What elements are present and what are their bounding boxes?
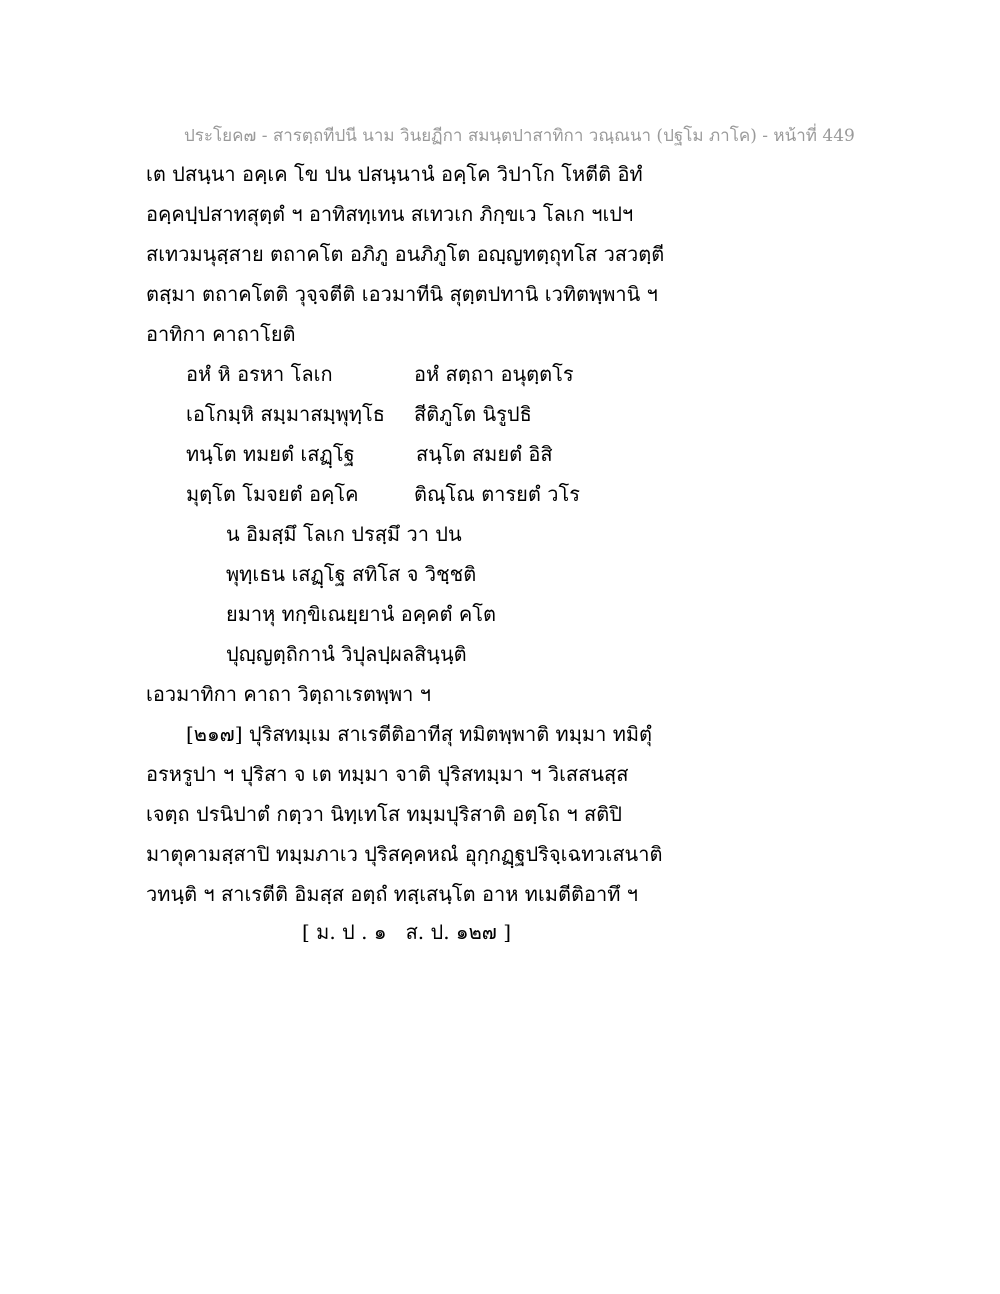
verse-3-second-half: สนฺโต สมยตํ อิสิ: [416, 442, 553, 466]
stanza-line-1: น อิมสฺมึ โลเก ปรสฺมึ วา ปน: [226, 522, 462, 546]
page-header: ประโยค๗ - สารตฺถทีปนี นาม วินยฏีกา สมนฺตปาสาทิกา วณฺณนา (ปฐโม ภาโค) - หน้าที่ 449: [184, 126, 855, 146]
verse-4-second-half: ติณฺโณ ตารยตํ วโร: [414, 482, 580, 506]
verse-4-first-half: มุตฺโต โมจยตํ อคฺโค: [186, 482, 359, 506]
prose2-line-1: เอวมาทิกา คาถา วิตฺถาเรตพฺพา ฯ: [146, 682, 431, 706]
prose2-line-3: อรหรูปา ฯ ปุริสา จ เต ทมฺมา จาติ ปุริสทมฺมา ฯ วิเสสนสฺส: [146, 762, 629, 786]
prose2-line-6: วทนฺติ ฯ สาเรตีติ อิมสฺส อตฺถํ ทสฺเสนฺโต อาห ทเมตีติอาทึ ฯ: [146, 882, 638, 906]
verse-1-second-half: อหํ สตฺถา อนุตฺตโร: [414, 362, 574, 386]
prose-line-5: อาทิกา คาถาโยติ: [146, 322, 296, 346]
prose-line-1: เต ปสนฺนา อคฺเค โข ปน ปสนฺนานํ อคฺโค วิปาโก โหตีติ อิทํ: [146, 162, 643, 186]
prose2-line-4: เจตฺถ ปรนิปาตํ กตฺวา นิทฺเทโส ทมฺมปุริสาติ อตฺโถ ฯ สติปิ: [146, 802, 622, 826]
stanza-line-3: ยมาหุ ทกฺขิเณยฺยานํ อคฺคตํ คโต: [226, 602, 496, 626]
verse-2-second-half: สีติภูโต นิรูปธิ: [414, 402, 532, 426]
verse-3-first-half: ทนฺโต ทมยตํ เสฏฺโฐ: [186, 442, 355, 466]
verse-2-first-half: เอโกมฺหิ สมฺมาสมฺพุทฺโธ: [186, 402, 385, 426]
prose2-line-2: [๒๑๗] ปุริสทมฺเม สาเรตีติอาทีสุ ทมิตพฺพาติ ทมฺมา ทมิตุํ: [186, 722, 653, 746]
stanza-line-2: พุทฺเธน เสฏฺโฐ สทิโส จ วิชฺชติ: [226, 562, 477, 586]
prose-line-3: สเทวมนุสฺสาย ตถาคโต อภิภู อนภิภูโต อญฺญทตฺถุทโส วสวตฺตี: [146, 242, 665, 266]
prose-line-2: อคฺคปฺปสาทสุตฺตํ ฯ อาทิสทฺเทน สเทวเก ภิกฺขเว โลเก ฯเปฯ: [146, 202, 634, 226]
prose2-line-5: มาตุคามสฺสาปิ ทมฺมภาเว ปุริสคฺคหณํ อุกฺกฏฺฐปริจฺเฉทวเสนาติ: [146, 842, 663, 866]
stanza-line-4: ปุญฺญตฺถิกานํ วิปุลปฺผลสินฺนฺติ: [226, 642, 467, 666]
prose-line-4: ตสฺมา ตถาคโตติ วุจฺจตีติ เอวมาทีนิ สุตฺตปทานิ เวทิตพฺพานิ ฯ: [146, 282, 658, 306]
reference-citation: [ ม. ป . ๑ ส. ป. ๑๒๗ ]: [302, 920, 512, 944]
verse-1-first-half: อหํ หิ อรหา โลเก: [186, 362, 333, 386]
